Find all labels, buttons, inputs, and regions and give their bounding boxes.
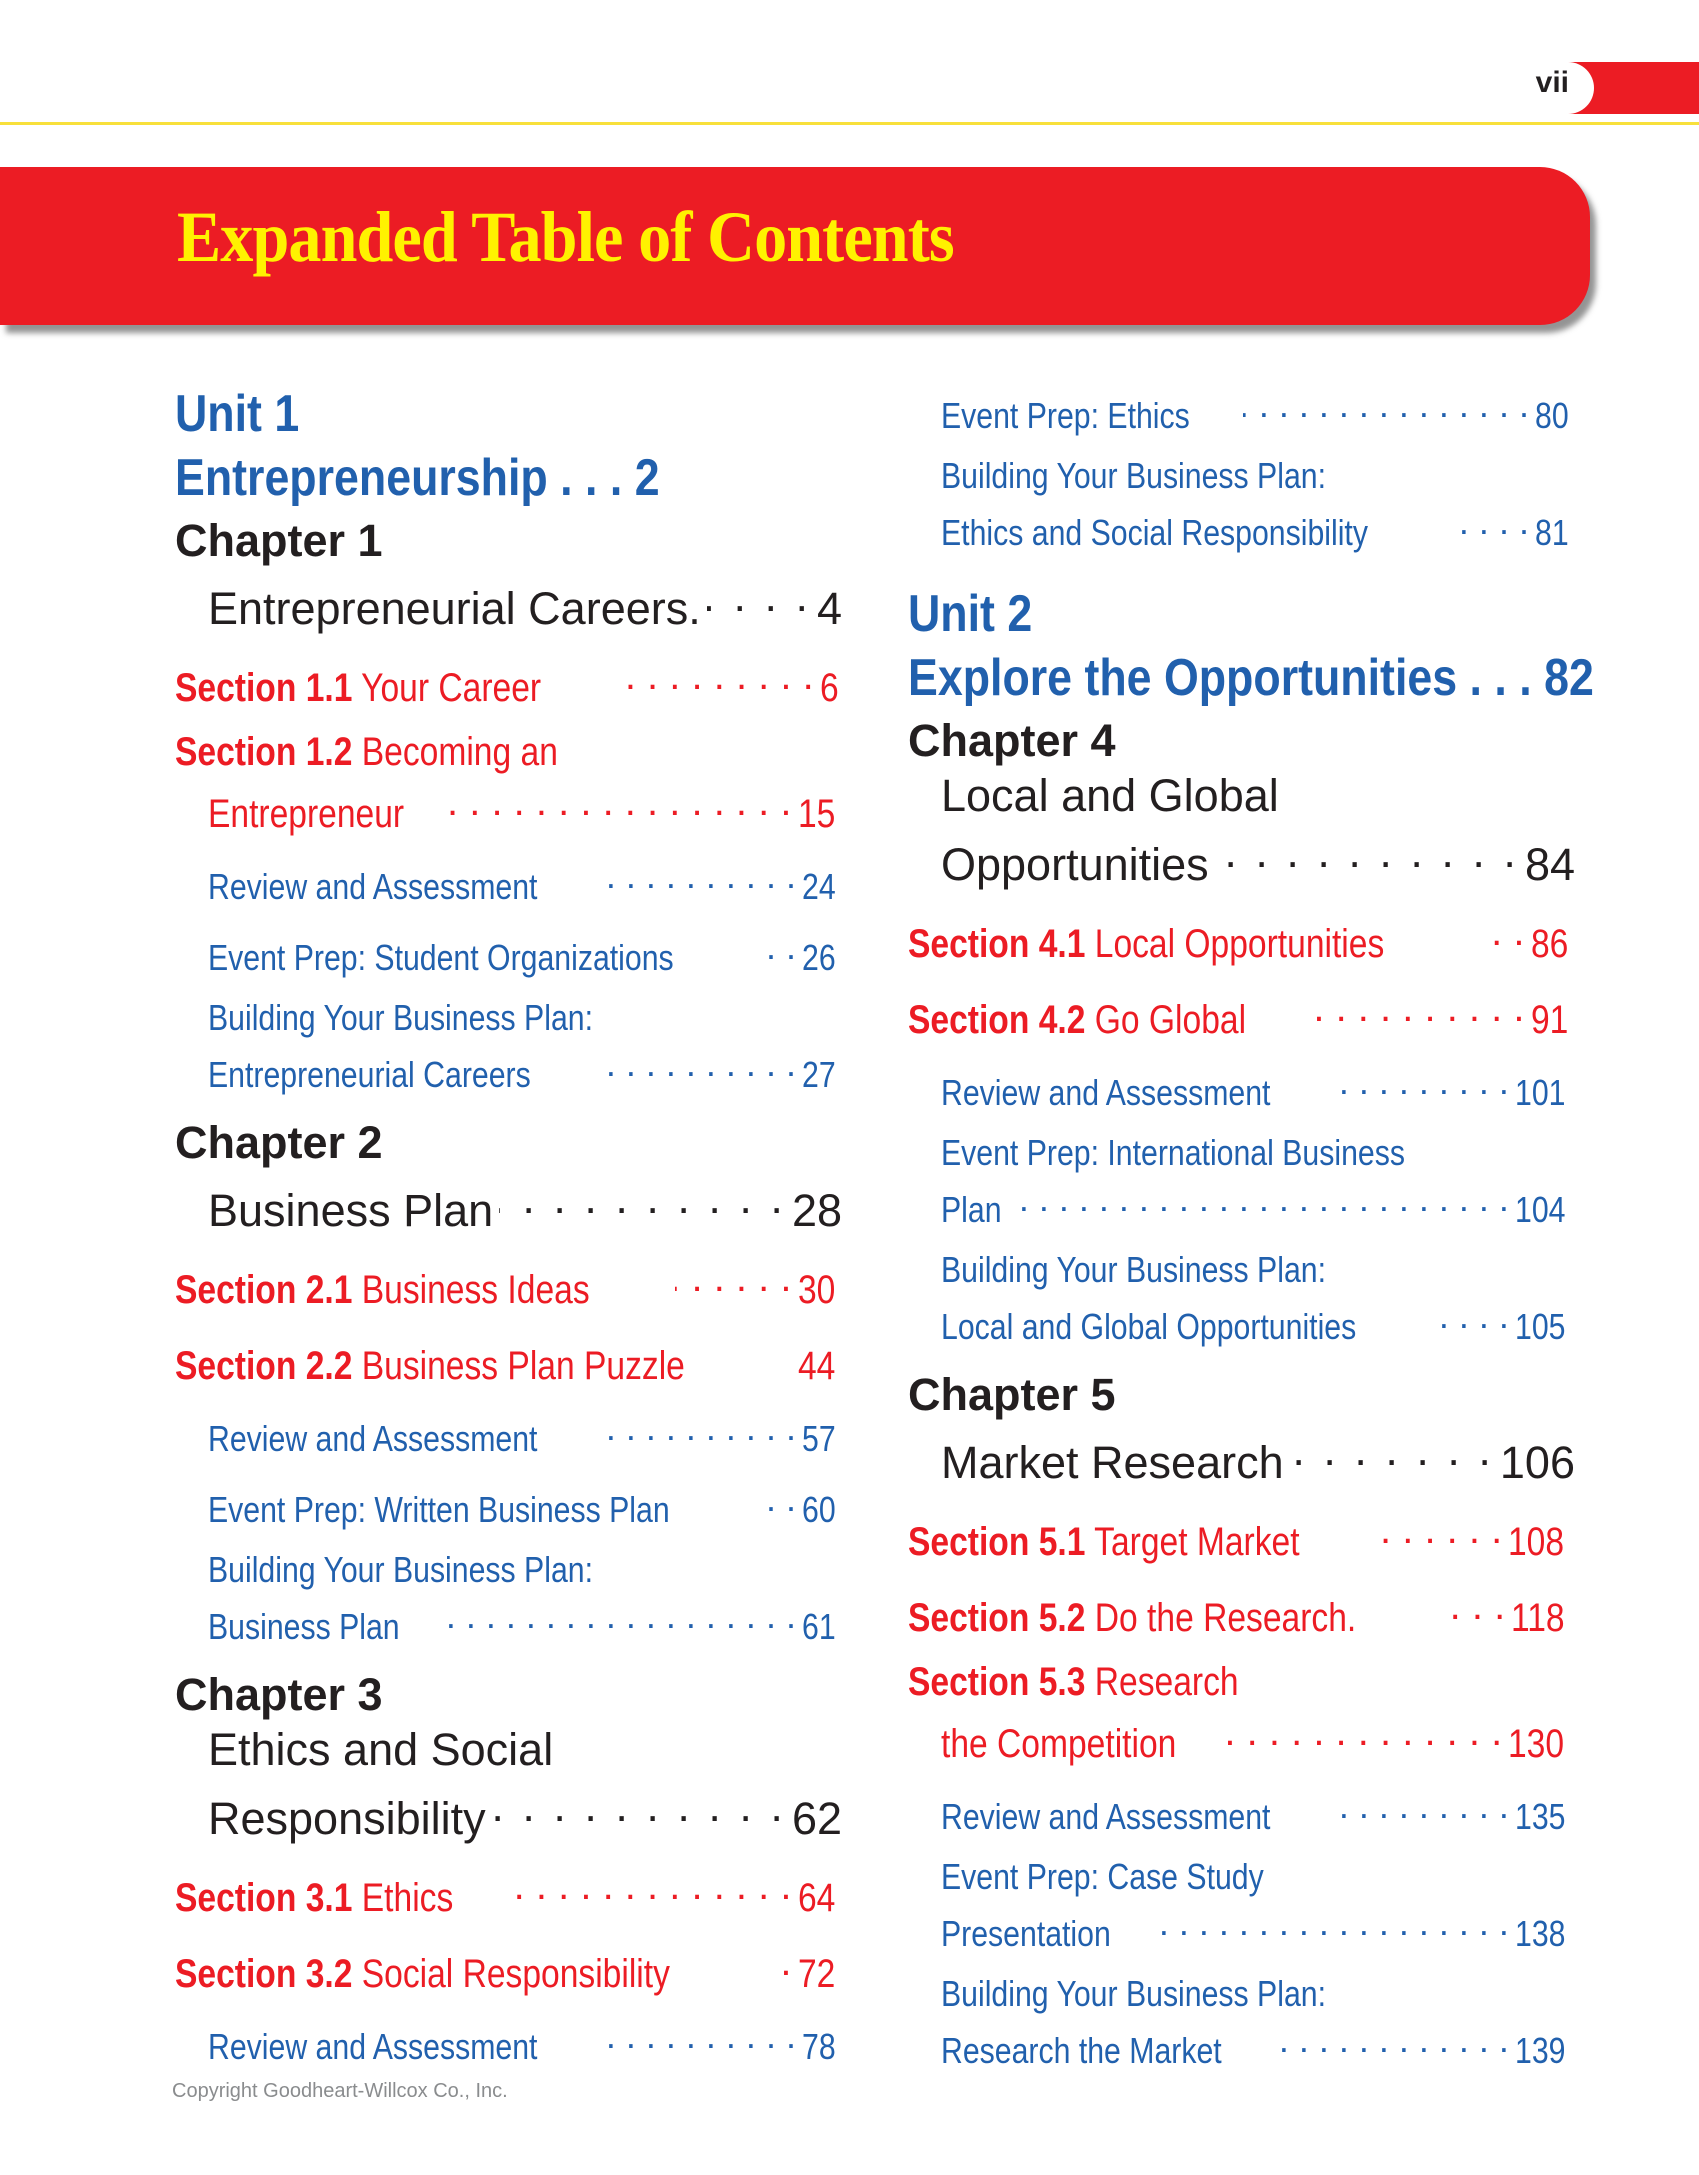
- chapter-3-label[interactable]: Chapter 3: [175, 1669, 383, 1720]
- ch4-review-entry[interactable]: Review and Assessment . . . 101: [908, 1059, 1575, 1116]
- ch2-event-prep-entry[interactable]: Event Prep: Written Business Plan . . . 60: [175, 1476, 842, 1533]
- ch2-review-entry[interactable]: Review and Assessment . . . 57: [175, 1405, 842, 1462]
- section-4-1-entry[interactable]: Section 4.1 Local Opportunities . . . 86: [908, 907, 1575, 969]
- chapter-5-entry[interactable]: Market Research . . . 106: [908, 1422, 1575, 1491]
- unit-2-label[interactable]: Unit 2: [908, 585, 1033, 643]
- ch4-business-plan-entry[interactable]: Building Your Business Plan:: [941, 1249, 1326, 1290]
- chapter-2-entry[interactable]: Business Plan . . . 28: [175, 1170, 842, 1239]
- section-1-2-entry-cont[interactable]: Entrepreneur . . . 15: [175, 777, 842, 839]
- section-5-2-entry[interactable]: Section 5.2 Do the Research. . . . 118: [908, 1581, 1575, 1643]
- ch4-event-prep-entry[interactable]: Event Prep: International Business: [941, 1132, 1405, 1173]
- toc-left-column: [175, 382, 842, 2070]
- ch1-event-prep-entry[interactable]: Event Prep: Student Organizations . . . 26: [175, 924, 842, 981]
- chapter-2-label[interactable]: Chapter 2: [175, 1117, 383, 1168]
- ch3-event-prep-entry[interactable]: Event Prep: Ethics . . . 80: [908, 382, 1575, 439]
- page-title: Expanded Table of Contents: [177, 197, 954, 277]
- ch2-business-plan-entry-cont[interactable]: Business Plan . . . 61: [175, 1593, 842, 1650]
- chapter-4-label[interactable]: Chapter 4: [908, 715, 1116, 766]
- unit-1-title[interactable]: Entrepreneurship . . . 2: [175, 449, 660, 507]
- chapter-3-entry[interactable]: Ethics and Social: [208, 1724, 554, 1775]
- chapter-5-label[interactable]: Chapter 5: [908, 1369, 1116, 1420]
- ch5-review-entry[interactable]: Review and Assessment . . . 135: [908, 1783, 1575, 1840]
- unit-2-title[interactable]: Explore the Opportunities . . . 82: [908, 649, 1594, 707]
- header-rule: [0, 122, 1699, 125]
- chapter-1-label[interactable]: Chapter 1: [175, 515, 383, 566]
- ch1-business-plan-entry[interactable]: Building Your Business Plan:: [208, 997, 593, 1038]
- section-5-3-entry-cont[interactable]: the Competition . . . 130: [908, 1707, 1575, 1769]
- section-4-2-entry[interactable]: Section 4.2 Go Global . . . 91: [908, 983, 1575, 1045]
- unit-1-label[interactable]: Unit 1: [175, 385, 300, 443]
- section-5-1-entry[interactable]: Section 5.1 Target Market . . . 108: [908, 1505, 1575, 1567]
- ch1-review-entry[interactable]: Review and Assessment . . . 24: [175, 853, 842, 910]
- ch5-business-plan-entry[interactable]: Building Your Business Plan:: [941, 1973, 1326, 2014]
- page-number-tab: [1554, 62, 1699, 114]
- section-5-3-entry[interactable]: Section 5.3 Research: [908, 1660, 1239, 1704]
- section-1-2-entry[interactable]: Section 1.2 Becoming an: [175, 730, 558, 774]
- chapter-4-entry-cont[interactable]: Opportunities . . . 84: [908, 824, 1575, 893]
- section-3-2-entry[interactable]: Section 3.2 Social Responsibility . . . 72: [175, 1937, 842, 1999]
- section-3-1-entry[interactable]: Section 3.1 Ethics . . . 64: [175, 1861, 842, 1923]
- ch5-event-prep-entry[interactable]: Event Prep: Case Study: [941, 1856, 1264, 1897]
- ch3-business-plan-entry[interactable]: Building Your Business Plan:: [941, 455, 1326, 496]
- chapter-1-entry[interactable]: Entrepreneurial Careers. . . . 4: [175, 568, 842, 637]
- copyright-footer: Copyright Goodheart-Willcox Co., Inc.: [172, 2080, 508, 2102]
- section-1-1-entry[interactable]: Section 1.1 Your Career . . . 6: [175, 651, 842, 713]
- ch5-business-plan-entry-cont[interactable]: Research the Market . . . 139: [908, 2017, 1575, 2074]
- chapter-3-entry-cont[interactable]: Responsibility . . . 62: [175, 1778, 842, 1847]
- section-2-1-entry[interactable]: Section 2.1 Business Ideas . . . 30: [175, 1253, 842, 1315]
- ch3-business-plan-entry-cont[interactable]: Ethics and Social Responsibility . . . 81: [908, 499, 1575, 556]
- page-number: vii: [1535, 66, 1569, 99]
- section-2-2-entry[interactable]: Section 2.2 Business Plan Puzzle . . . 44: [175, 1329, 842, 1391]
- toc-right-column: [908, 382, 1594, 2074]
- ch5-event-prep-entry-cont[interactable]: Presentation . . . 138: [908, 1900, 1575, 1957]
- ch1-business-plan-entry-cont[interactable]: Entrepreneurial Careers . . . 27: [175, 1041, 842, 1098]
- ch4-business-plan-entry-cont[interactable]: Local and Global Opportunities . . . 105: [908, 1293, 1575, 1350]
- ch2-business-plan-entry[interactable]: Building Your Business Plan:: [208, 1549, 593, 1590]
- ch4-event-prep-entry-cont[interactable]: Plan . . . 104: [908, 1176, 1575, 1233]
- ch3-review-entry[interactable]: Review and Assessment . . . 78: [175, 2013, 842, 2070]
- chapter-4-entry[interactable]: Local and Global: [941, 770, 1279, 821]
